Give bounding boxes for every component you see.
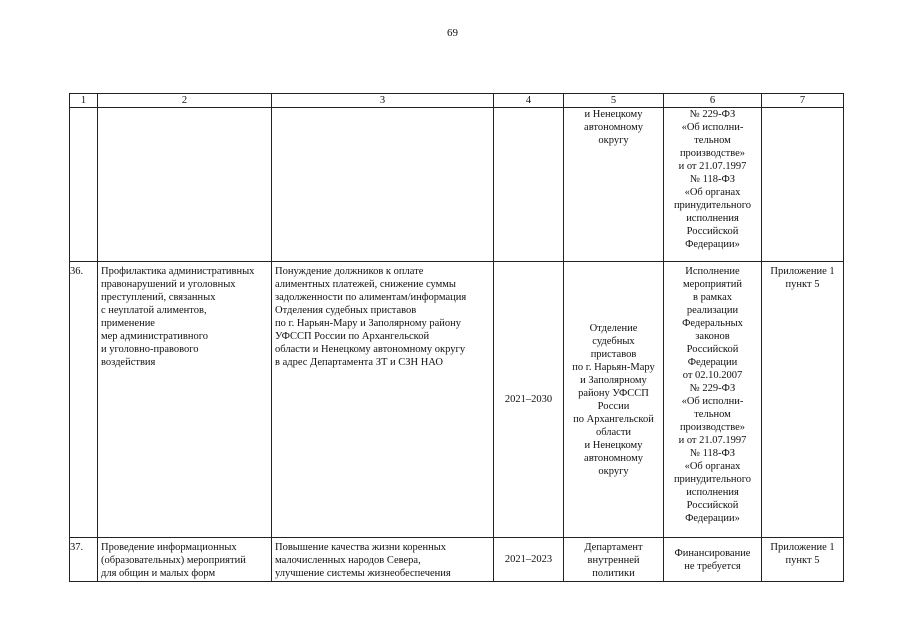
cell-line: политики	[592, 568, 635, 579]
cell-line: преступлений, связанных	[101, 292, 216, 303]
goal-cell	[272, 538, 494, 582]
cell-line: принудительного	[673, 474, 752, 485]
activity-cell	[98, 538, 272, 582]
cell-line: Приложение 1	[770, 542, 835, 553]
cell-line: округу	[598, 135, 629, 146]
column-number-1: 1	[70, 94, 98, 108]
cell-line: мероприятий	[683, 279, 742, 290]
cell-line: Приложение 1	[770, 266, 835, 277]
cell-line: пункт 5	[785, 555, 820, 566]
cell-line: Проведение информационных	[101, 542, 237, 553]
cell-line: по г. Нарьян-Мару и Заполярному району	[275, 318, 461, 329]
activity-cell	[98, 108, 272, 262]
cell-line: Отделение	[589, 322, 638, 334]
cell-line: Федерации	[687, 357, 738, 368]
cell-line: автономному	[584, 122, 643, 133]
funding-cell	[664, 538, 762, 582]
cell-line: от 02.10.2007	[682, 370, 743, 381]
cell-line: Федерации»	[685, 513, 740, 524]
cell-line: и от 21.07.1997	[678, 161, 747, 172]
cell-line: реализации	[686, 305, 739, 316]
cell-line: исполнения	[686, 487, 739, 498]
cell-line: задолженности по алиментам/информация	[275, 292, 467, 303]
goal-cell	[272, 262, 494, 538]
cell-line: законов	[695, 331, 730, 342]
cell-line: № 118-ФЗ	[689, 174, 736, 185]
cell-line: № 229-ФЗ	[689, 383, 736, 394]
period-cell: 2021–2030	[494, 262, 564, 538]
cell-line: «Об органах	[684, 461, 741, 472]
cell-line: Федерации»	[685, 239, 740, 250]
cell-line: области и Ненецкому автономному округу	[275, 344, 466, 355]
column-number-6: 6	[664, 94, 762, 108]
cell-line: Профилактика административных	[101, 266, 255, 277]
cell-line: и от 21.07.1997	[678, 435, 747, 446]
cell-line: с неуплатой алиментов,	[101, 305, 207, 316]
cell-line: автономному	[584, 452, 643, 464]
column-number-5: 5	[564, 94, 664, 108]
cell-line: и Заполярному	[580, 374, 647, 386]
cell-line: Отделения судебных приставов	[275, 305, 417, 316]
cell-line: Понуждение должников к оплате	[275, 266, 424, 277]
cell-line: России	[597, 400, 630, 412]
cell-line: УФССП России по Архангельской	[275, 331, 430, 342]
cell-line: и Ненецкому	[584, 439, 643, 451]
period-cell: 2021–2023	[494, 538, 564, 582]
cell-line: внутренней	[587, 555, 640, 566]
cell-line: «Об исполни-	[681, 396, 744, 407]
executor-cell	[564, 108, 664, 262]
cell-line: исполнения	[686, 213, 739, 224]
funding-cell	[664, 108, 762, 262]
cell-line: по г. Нарьян-Мару	[572, 361, 655, 373]
cell-line: не требуется	[684, 560, 741, 572]
cell-line: Исполнение	[685, 266, 740, 277]
cell-line: производстве»	[679, 422, 746, 433]
row-number: 36.	[70, 262, 98, 538]
cell-line: для общин и малых форм	[101, 568, 216, 579]
cell-line: в рамках	[693, 292, 732, 303]
cell-line: правонарушений и уголовных	[101, 279, 236, 290]
executor-cell	[564, 262, 664, 538]
row-number	[70, 108, 98, 262]
measures-table	[69, 93, 844, 582]
cell-line: району УФССП	[578, 387, 649, 399]
cell-line: области	[595, 426, 632, 438]
cell-line: Российской	[686, 344, 739, 355]
cell-line: Финансирование	[674, 547, 751, 559]
cell-line: № 229-ФЗ	[689, 109, 736, 120]
table-header-row	[70, 94, 844, 108]
funding-cell	[664, 262, 762, 538]
cell-line: производстве»	[679, 148, 746, 159]
column-number-3: 3	[272, 94, 494, 108]
cell-line: по Архангельской	[573, 413, 654, 425]
column-number-2: 2	[98, 94, 272, 108]
goal-cell	[272, 108, 494, 262]
column-number-4: 4	[494, 94, 564, 108]
cell-line: воздействия	[101, 357, 156, 368]
cell-line: малочисленных народов Севера,	[275, 555, 421, 566]
cell-line: Повышение качества жизни коренных	[275, 542, 447, 553]
cell-line: Федеральных	[682, 318, 743, 329]
cell-line: пункт 5	[785, 279, 820, 290]
cell-line: тельном	[694, 409, 731, 420]
period-cell	[494, 108, 564, 262]
table-row-37	[70, 538, 844, 582]
cell-line: округу	[598, 465, 629, 477]
cell-line: «Об органах	[684, 187, 741, 198]
cell-line: Российской	[686, 226, 739, 237]
cell-line: судебных	[592, 335, 635, 347]
row-number: 37.	[70, 538, 98, 582]
cell-line: и уголовно-правового	[101, 344, 199, 355]
cell-line: № 118-ФЗ	[689, 448, 736, 459]
cell-line: тельном	[694, 135, 731, 146]
cell-line: в адрес Департамента ЗТ и СЗН НАО	[275, 357, 443, 368]
column-number-7: 7	[762, 94, 844, 108]
cell-line: применение	[101, 318, 155, 329]
note-cell	[762, 262, 844, 538]
table-row-continuation	[70, 108, 844, 262]
note-cell	[762, 538, 844, 582]
cell-line: «Об исполни-	[681, 122, 744, 133]
cell-line: алиментных платежей, снижение суммы	[275, 279, 456, 290]
note-cell	[762, 108, 844, 262]
cell-line: Департамент	[584, 542, 643, 553]
executor-cell	[564, 538, 664, 582]
cell-line: мер административного	[101, 331, 209, 342]
page-number: 69	[447, 27, 458, 39]
table-row-36	[70, 262, 844, 538]
cell-line: улучшение системы жизнеобеспечения	[275, 568, 451, 579]
cell-line: Российской	[686, 500, 739, 511]
cell-line: принудительного	[673, 200, 752, 211]
cell-line: (образовательных) мероприятий	[101, 555, 246, 566]
cell-line: приставов	[590, 348, 637, 360]
cell-line: и Ненецкому	[584, 109, 643, 120]
activity-cell	[98, 262, 272, 538]
